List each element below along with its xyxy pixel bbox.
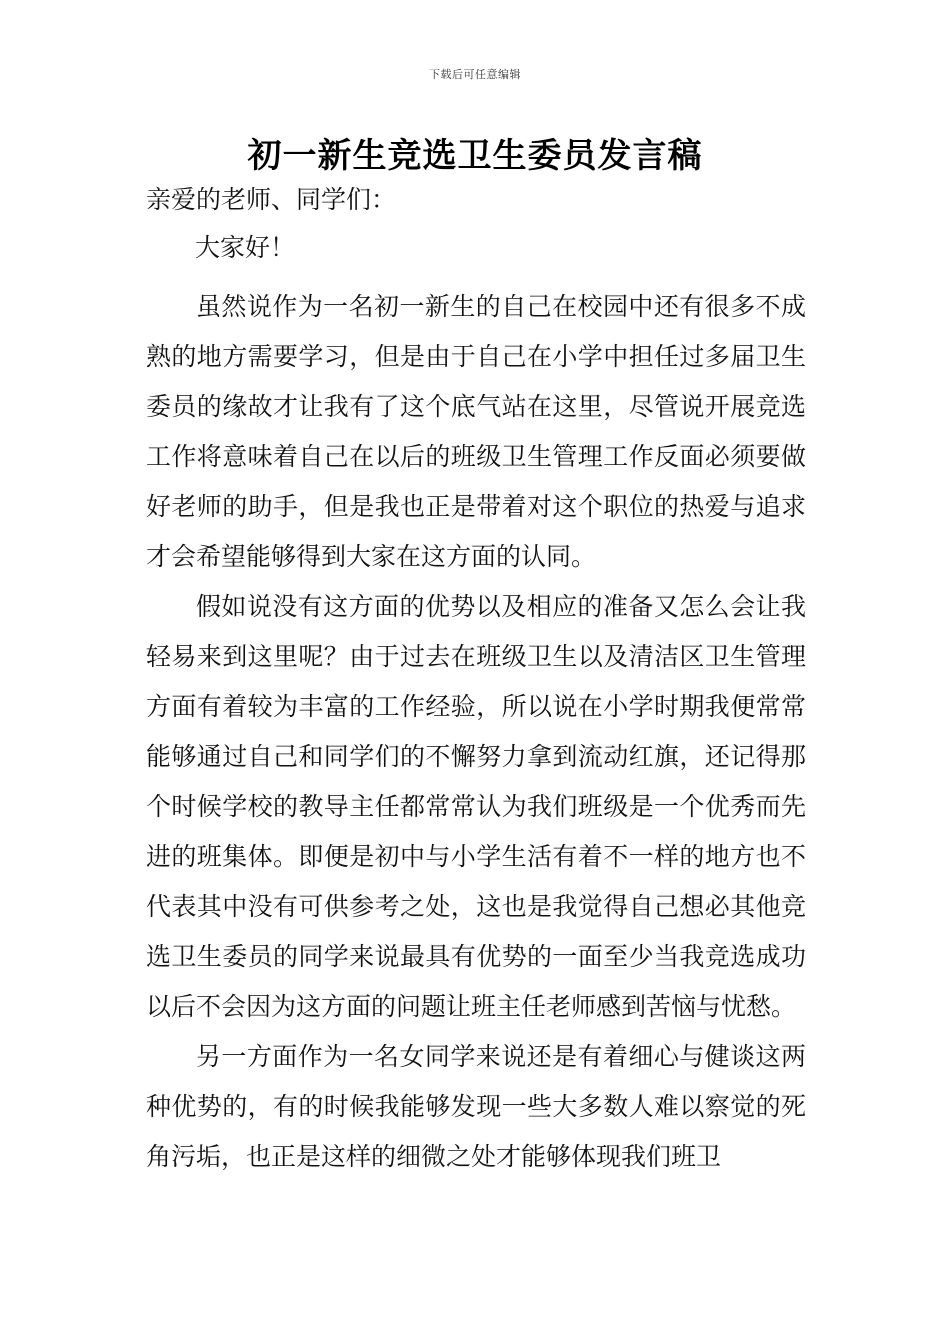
document-title: 初一新生竞选卫生委员发言稿 [247,136,703,176]
document-body [146,282,806,1182]
header-note: 下载后可任意编辑 [429,68,521,81]
paragraph-2: 假如说没有这方面的优势以及相应的准备又怎么会让我轻易来到这里呢？由于过去在班级卫生以及清洁区卫生管理方面有着较为丰富的工作经验，所以说在小学时期我便常常能够通过自己和同学们的不懈努力拿到流动红旗，还记得那个时候学校的教导主任都常常认为我们班级是一个优秀而先进的班集体。即便是初中与小学生活有着不一样的地方也不代表其中没有可供参考之处，这也是我觉得自己想必其他竞选卫生委员的同学来说最具有优势的一面至少当我竞选成功以后不会因为这方面的问题让班主任老师感到苦恼与忧愁。 [146,592,806,1021]
paragraph-1: 虽然说作为一名初一新生的自己在校园中还有很多不成熟的地方需要学习，但是由于自己在小学中担任过多届卫生委员的缘故才让我有了这个底气站在这里，尽管说开展竞选工作将意味着自己在以后的班级卫生管理工作反面必须要做好老师的助手，但是我也正是带着对这个职位的热爱与追求才会希望能够得到大家在这方面的认同。 [146,292,806,571]
salutation: 亲爱的老师、同学们： [146,185,397,214]
paragraph-3: 另一方面作为一名女同学来说还是有着细心与健谈这两种优势的，有的时候我能够发现一些大多数人难以察觉的死角污垢，也正是这样的细微之处才能够体现我们班卫 [146,1042,806,1171]
greeting-line: 大家好！ [195,233,296,262]
